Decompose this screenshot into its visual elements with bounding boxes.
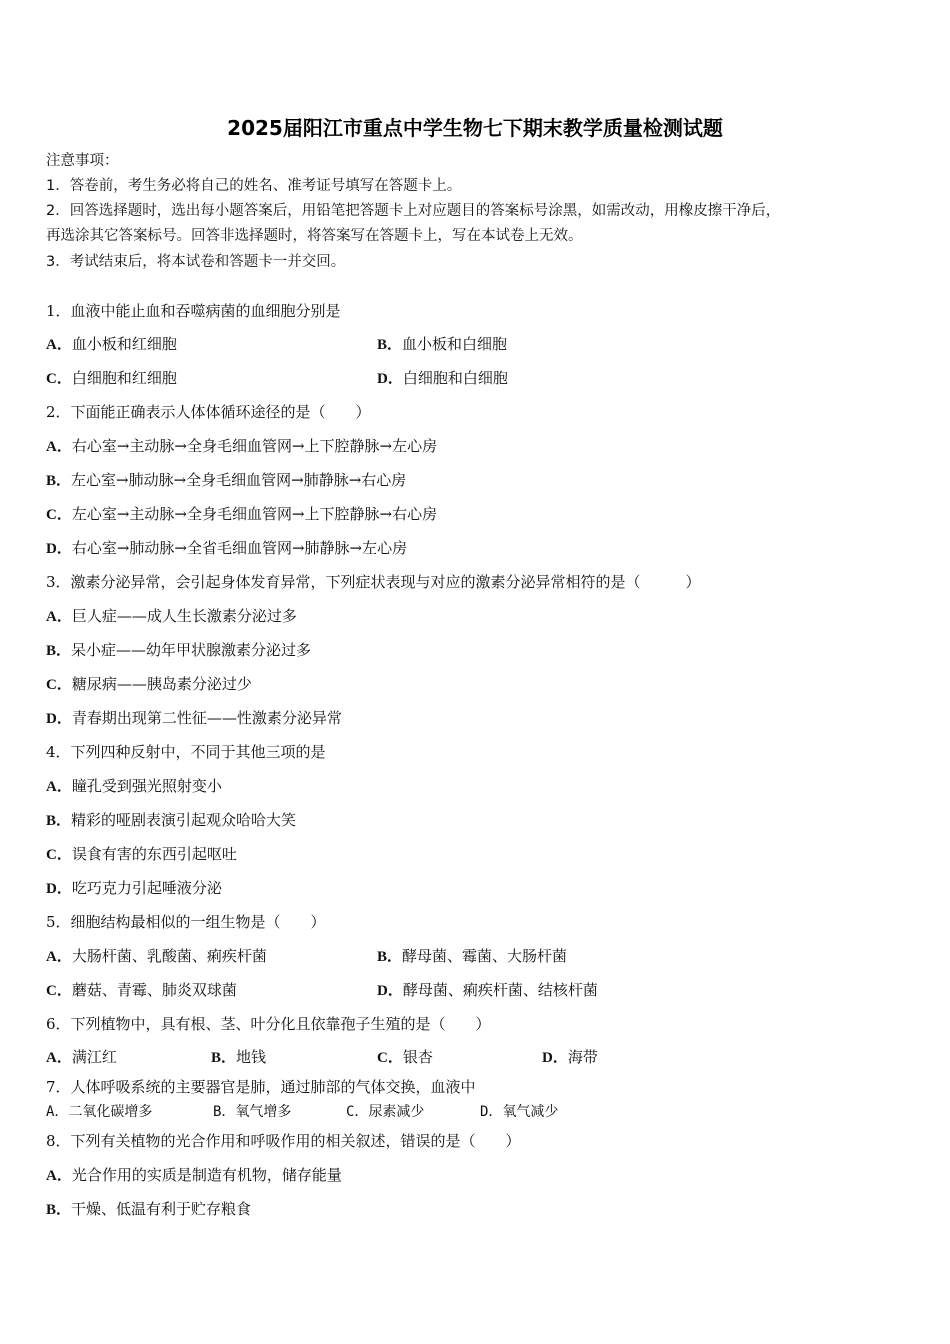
question-4-option-b: [46, 810, 296, 831]
option-text: 精彩的哑剧表演引起观众哈哈大笑: [71, 811, 297, 829]
question-3-stem: 3．激素分泌异常，会引起身体发育异常，下列症状表现与对应的激素分泌异常相符的是（ ）: [46, 573, 701, 591]
option-label: B．: [213, 1104, 236, 1120]
option-label: D．: [377, 983, 403, 999]
question-3-option-b: [46, 640, 311, 661]
question-3-option-d: [46, 708, 342, 729]
option-label: A．: [46, 949, 72, 965]
option-text: 尿素减少: [368, 1104, 425, 1120]
option-label: D．: [377, 371, 403, 387]
option-text: 右心室→主动脉→全身毛细血管网→上下腔静脉→左心房: [71, 437, 438, 455]
question-1-stem: 1．血液中能止血和吞噬病菌的血细胞分别是: [46, 302, 341, 320]
question-6-option-d: [542, 1047, 598, 1068]
option-label: C．: [377, 1050, 403, 1066]
notice-item-2-cont: 再选涂其它答案标号。回答非选择题时，将答案写在答题卡上，写在本试卷上无效。: [46, 228, 583, 244]
question-7-option-d: [480, 1102, 558, 1122]
question-1-option-d: [377, 368, 508, 389]
option-text: 糖尿病——胰岛素分泌过少: [71, 675, 252, 693]
option-text: 白细胞和红细胞: [71, 369, 177, 387]
option-text: 海带: [567, 1048, 598, 1066]
notice-item-3: 3．考试结束后，将本试卷和答题卡一并交回。: [46, 254, 346, 270]
question-4-option-c: [46, 844, 237, 865]
question-1-option-c: [46, 368, 177, 389]
question-6-option-a: [46, 1047, 117, 1068]
option-label: C．: [46, 847, 72, 863]
option-text: 巨人症——成人生长激素分泌过多: [71, 607, 297, 625]
question-5-stem: 5．细胞结构最相似的一组生物是（ ）: [46, 913, 326, 931]
option-label: D．: [480, 1104, 503, 1120]
question-7-option-c: [346, 1102, 424, 1122]
option-text: 左心室→主动脉→全身毛细血管网→上下腔静脉→右心房: [71, 505, 438, 523]
question-2-option-b: [46, 470, 406, 491]
question-6-option-c: [377, 1047, 433, 1068]
question-7-stem: 7．人体呼吸系统的主要器官是肺，通过肺部的气体交换，血液中: [46, 1078, 476, 1096]
option-label: B．: [46, 473, 72, 489]
exam-title: 2025届阳江市重点中学生物七下期末教学质量检测试题: [227, 116, 723, 140]
notice-item-1: 1．答卷前，考生务必将自己的姓名、准考证号填写在答题卡上。: [46, 178, 462, 194]
option-label: B．: [46, 813, 72, 829]
question-2-stem: 2．下面能正确表示人体体循环途径的是（ ）: [46, 403, 371, 421]
option-text: 大肠杆菌、乳酸菌、痢疾杆菌: [71, 947, 267, 965]
question-2-option-d: [46, 538, 407, 559]
question-4-stem: 4．下列四种反射中，不同于其他三项的是: [46, 743, 326, 761]
question-5-option-d: [377, 980, 598, 1001]
option-text: 酵母菌、痢疾杆菌、结核杆菌: [402, 981, 598, 999]
option-text: 氧气增多: [235, 1104, 292, 1120]
question-8-option-b: [46, 1199, 251, 1220]
question-8-stem: 8．下列有关植物的光合作用和呼吸作用的相关叙述，错误的是（ ）: [46, 1132, 521, 1150]
option-label: A．: [46, 1104, 69, 1120]
question-4-option-d: [46, 878, 222, 899]
option-label: C．: [46, 677, 72, 693]
question-1-option-a: [46, 334, 177, 355]
question-1-option-b: [377, 334, 507, 355]
option-text: 血小板和白细胞: [402, 335, 508, 353]
question-3-option-a: [46, 606, 297, 627]
option-text: 误食有害的东西引起呕吐: [71, 845, 237, 863]
notice-item-2: 2．回答选择题时，选出每小题答案后，用铅笔把答题卡上对应题目的答案标号涂黑，如需改动，用橡皮擦干净后，: [46, 203, 781, 219]
option-label: A．: [46, 609, 72, 625]
option-text: 地钱: [236, 1048, 267, 1066]
option-text: 右心室→肺动脉→全省毛细血管网→肺静脉→左心房: [71, 539, 408, 557]
question-5-option-b: [377, 946, 567, 967]
option-text: 血小板和红细胞: [71, 335, 177, 353]
option-label: D．: [46, 881, 72, 897]
option-label: C．: [346, 1104, 369, 1120]
option-text: 酵母菌、霉菌、大肠杆菌: [402, 947, 568, 965]
option-text: 青春期出现第二性征——性激素分泌异常: [71, 709, 342, 727]
question-5-option-c: [46, 980, 237, 1001]
option-label: A．: [46, 1050, 72, 1066]
option-text: 吃巧克力引起唾液分泌: [71, 879, 222, 897]
option-text: 瞳孔受到强光照射变小: [71, 777, 222, 795]
option-text: 光合作用的实质是制造有机物，储存能量: [71, 1166, 342, 1184]
option-label: C．: [46, 507, 72, 523]
option-text: 银杏: [402, 1048, 433, 1066]
option-text: 氧气减少: [502, 1104, 559, 1120]
option-label: B．: [377, 337, 403, 353]
question-6-option-b: [211, 1047, 266, 1068]
question-2-option-a: [46, 436, 437, 457]
option-text: 满江红: [71, 1048, 117, 1066]
option-text: 左心室→肺动脉→全身毛细血管网→肺静脉→右心房: [71, 471, 407, 489]
option-label: A．: [46, 337, 72, 353]
option-label: B．: [211, 1050, 237, 1066]
option-text: 二氧化碳增多: [68, 1104, 153, 1120]
option-text: 干燥、低温有利于贮存粮食: [71, 1200, 252, 1218]
question-7-option-a: [46, 1102, 152, 1122]
question-7-option-b: [213, 1102, 291, 1122]
option-text: 呆小症——幼年甲状腺激素分泌过多: [71, 641, 312, 659]
question-5-option-a: [46, 946, 267, 967]
option-label: A．: [46, 779, 72, 795]
option-label: B．: [377, 949, 403, 965]
notice-heading: 注意事项：: [46, 153, 119, 169]
option-label: D．: [542, 1050, 568, 1066]
option-label: C．: [46, 371, 72, 387]
question-2-option-c: [46, 504, 437, 525]
option-label: C．: [46, 983, 72, 999]
option-text: 白细胞和白细胞: [402, 369, 508, 387]
option-label: D．: [46, 711, 72, 727]
question-4-option-a: [46, 776, 222, 797]
option-label: B．: [46, 643, 72, 659]
option-text: 蘑菇、青霉、肺炎双球菌: [71, 981, 237, 999]
option-label: B．: [46, 1202, 72, 1218]
question-3-option-c: [46, 674, 252, 695]
question-6-stem: 6．下列植物中，具有根、茎、叶分化且依靠孢子生殖的是（ ）: [46, 1015, 491, 1033]
question-8-option-a: [46, 1165, 342, 1186]
option-label: A．: [46, 1168, 72, 1184]
option-label: D．: [46, 541, 72, 557]
option-label: A．: [46, 439, 72, 455]
